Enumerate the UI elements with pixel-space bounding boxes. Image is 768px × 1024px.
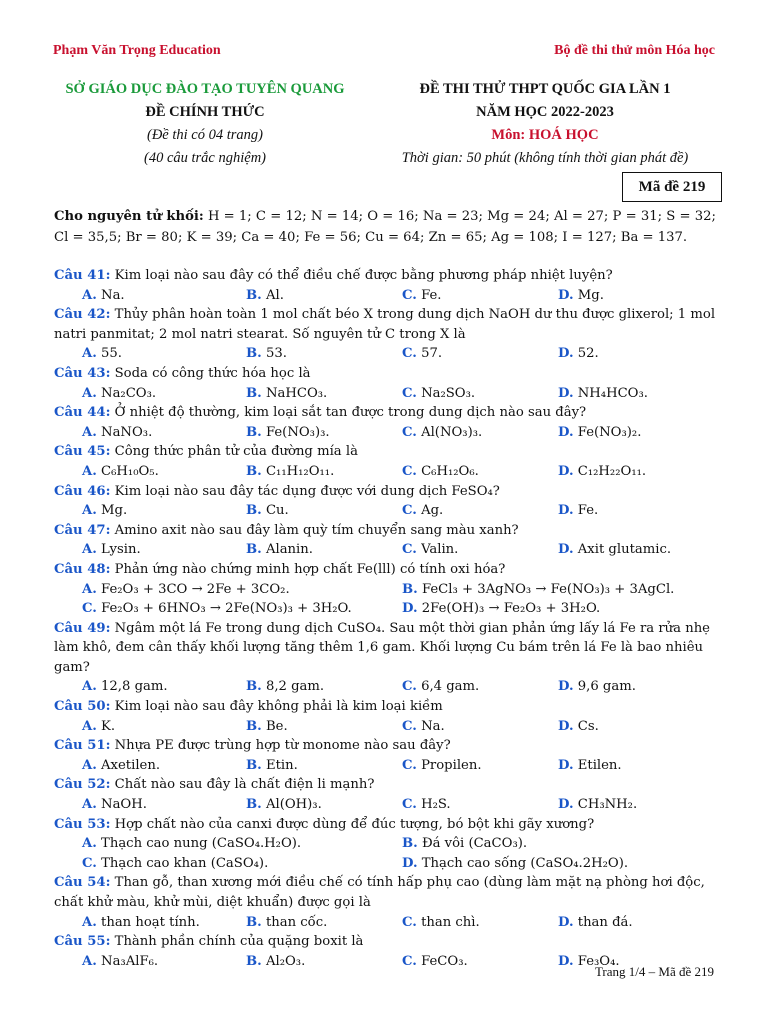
option-letter: A. (82, 463, 97, 479)
option-letter: B. (246, 797, 262, 813)
option-c[interactable] (402, 913, 480, 933)
option-letter: D. (558, 346, 574, 362)
option-text: than chì. (421, 914, 480, 930)
options-row (54, 540, 716, 560)
option-letter: C. (402, 542, 417, 558)
option-letter: A. (82, 581, 97, 597)
option-letter: A. (82, 385, 97, 401)
option-letter: C. (82, 855, 97, 871)
option-text: Propilen. (421, 757, 482, 773)
option-a[interactable] (82, 795, 147, 815)
option-a[interactable] (82, 834, 301, 854)
option-text: 8,2 gam. (265, 679, 325, 695)
option-text: Cs. (577, 718, 599, 734)
question-label: Câu 45: (54, 444, 111, 460)
subject: Môn: HOÁ HỌC (491, 127, 599, 143)
option-text: Fe(NO₃)₃. (265, 424, 330, 440)
option-letter: D. (558, 424, 574, 440)
option-text: Mg. (577, 287, 604, 303)
option-letter: B. (246, 679, 262, 695)
option-text: Mg. (101, 503, 128, 519)
options-row (54, 717, 716, 737)
header-right (380, 78, 710, 170)
option-text: Thạch cao khan (CaSO₄). (101, 855, 269, 871)
option-a[interactable] (82, 952, 158, 972)
option-text: Al. (265, 287, 284, 303)
option-d[interactable] (558, 913, 633, 933)
option-text: K. (101, 718, 116, 734)
options-row (54, 677, 716, 697)
option-text: 9,6 gam. (577, 679, 636, 695)
option-c[interactable] (402, 384, 475, 404)
options-row (54, 462, 716, 482)
option-c[interactable] (402, 501, 443, 521)
option-text: Đá vôi (CaCO₃). (421, 836, 528, 852)
option-letter: D. (558, 797, 574, 813)
option-a[interactable] (82, 580, 290, 600)
question-text: Kim loại nào sau đây tác dụng được với dung dịch FeSO₄? (110, 483, 500, 499)
question-label: Câu 43: (54, 365, 111, 381)
option-b[interactable] (246, 756, 298, 776)
option-c[interactable] (402, 462, 479, 482)
question-label: Câu 55: (54, 934, 111, 950)
brand-right: Bộ đề thi thử môn Hóa học (554, 43, 715, 58)
option-letter: B. (402, 836, 418, 852)
option-b[interactable] (246, 286, 284, 306)
question-text: Ngâm một lá Fe trong dung dịch CuSO₄. Sau một thời gian phản ứng lấy lá Fe ra rửa nhẹ làm khô, đem cân thấy khối lượng tăng thêm 1,6 gam. Khối lượng Cu bám trên lá Fe là bao nhiêu gam? (54, 620, 710, 675)
option-letter: D. (558, 757, 574, 773)
question-text: Kim loại nào sau đây không phải là kim loại kiềm (110, 699, 443, 715)
option-c[interactable] (402, 795, 451, 815)
option-text: C₆H₁₂O₆. (421, 463, 479, 479)
question-41 (54, 266, 716, 305)
option-letter: D. (402, 855, 418, 871)
option-text: NH₄HCO₃. (577, 385, 648, 401)
question-42 (54, 305, 716, 364)
option-text: Na. (101, 287, 125, 303)
option-letter: A. (82, 287, 97, 303)
option-text: FeCO₃. (421, 953, 468, 969)
option-letter: A. (82, 503, 97, 519)
option-c[interactable] (82, 599, 352, 619)
question-stem (54, 873, 716, 912)
option-text: NaNO₃. (101, 424, 153, 440)
question-text: Công thức phân tử của đường mía là (110, 444, 358, 460)
option-a[interactable] (82, 423, 152, 443)
option-text: Fe₂O₃ + 3CO → 2Fe + 3CO₂. (101, 581, 290, 597)
question-51 (54, 736, 716, 775)
option-letter: C. (402, 797, 417, 813)
option-text: 12,8 gam. (101, 679, 168, 695)
option-text: 52. (577, 346, 599, 362)
option-text: Fe₂O₃ + 6HNO₃ → 2Fe(NO₃)₃ + 3H₂O. (101, 601, 352, 617)
question-stem (54, 619, 716, 678)
option-letter: C. (402, 953, 417, 969)
question-label: Câu 42: (54, 307, 111, 323)
question-label: Câu 50: (54, 699, 111, 715)
option-b[interactable] (246, 913, 327, 933)
question-label: Câu 49: (54, 620, 111, 636)
option-text: C₆H₁₀O₅. (101, 463, 159, 479)
option-letter: B. (246, 757, 262, 773)
option-letter: B. (402, 581, 418, 597)
option-text: than cốc. (265, 914, 328, 930)
option-text: Al(NO₃)₃. (421, 424, 483, 440)
options-row (54, 423, 716, 443)
question-stem (54, 697, 716, 717)
option-a[interactable] (82, 540, 141, 560)
option-letter: C. (402, 757, 417, 773)
option-letter: C. (402, 914, 417, 930)
option-letter: A. (82, 718, 97, 734)
option-letter: C. (402, 503, 417, 519)
question-text: Hợp chất nào của canxi được dùng để đúc tượng, bó bột khi gãy xương? (110, 816, 595, 832)
option-d[interactable] (558, 462, 646, 482)
brand-left: Phạm Văn Trọng Education (53, 43, 221, 58)
option-letter: C. (402, 679, 417, 695)
option-letter: B. (246, 385, 262, 401)
option-b[interactable] (246, 952, 305, 972)
option-d[interactable] (558, 286, 604, 306)
question-48 (54, 560, 716, 619)
options-row (54, 599, 716, 619)
option-a[interactable] (82, 717, 115, 737)
atomic-masses (54, 206, 716, 248)
option-letter: B. (246, 953, 262, 969)
option-d[interactable] (558, 795, 637, 815)
option-text: H₂S. (421, 797, 451, 813)
option-letter: D. (558, 718, 574, 734)
option-d[interactable] (558, 540, 671, 560)
option-letter: C. (402, 718, 417, 734)
option-letter: D. (558, 914, 574, 930)
option-text: 6,4 gam. (421, 679, 480, 695)
question-53 (54, 815, 716, 874)
option-a[interactable] (82, 913, 200, 933)
option-text: Ag. (421, 503, 444, 519)
question-list (54, 266, 716, 971)
question-stem (54, 482, 716, 502)
option-a[interactable] (82, 286, 125, 306)
option-letter: B. (246, 463, 262, 479)
option-c[interactable] (82, 854, 268, 874)
option-letter: A. (82, 953, 97, 969)
question-54 (54, 873, 716, 932)
options-row (54, 580, 716, 600)
question-50 (54, 697, 716, 736)
option-letter: A. (82, 836, 97, 852)
question-text: Than gỗ, than xương mới điều chế có tính hấp phụ cao (dùng làm mặt nạ phòng hơi độc, chất khử màu, khử mùi, diệt khuẩn) được gọi là (54, 875, 705, 910)
question-text: Nhựa PE được trùng hợp từ monome nào sau đây? (110, 738, 451, 754)
question-stem (54, 403, 716, 423)
option-text: Etin. (265, 757, 298, 773)
question-52 (54, 775, 716, 814)
question-43 (54, 364, 716, 403)
option-letter: B. (246, 346, 262, 362)
option-letter: A. (82, 914, 97, 930)
option-b[interactable] (246, 540, 313, 560)
option-text: Na₃AlF₆. (101, 953, 159, 969)
option-letter: C. (402, 346, 417, 362)
option-letter: B. (246, 424, 262, 440)
question-stem (54, 442, 716, 462)
question-label: Câu 48: (54, 561, 111, 577)
option-letter: A. (82, 542, 97, 558)
option-b[interactable] (246, 344, 287, 364)
option-d[interactable] (558, 384, 648, 404)
question-45 (54, 442, 716, 481)
question-stem (54, 305, 716, 344)
atomic-masses-label: Cho nguyên tử khối: (54, 209, 204, 224)
question-text: Chất nào sau đây là chất điện li mạnh? (110, 777, 375, 793)
option-c[interactable] (402, 952, 468, 972)
option-b[interactable] (246, 795, 322, 815)
option-text: Be. (265, 718, 288, 734)
option-b[interactable] (402, 834, 527, 854)
question-label: Câu 54: (54, 875, 111, 891)
option-d[interactable] (558, 717, 599, 737)
option-text: Al₂O₃. (265, 953, 306, 969)
question-label: Câu 53: (54, 816, 111, 832)
question-text: Ở nhiệt độ thường, kim loại sắt tan được trong dung dịch nào sau đây? (110, 405, 587, 421)
school-year: NĂM HỌC 2022-2023 (476, 104, 614, 120)
option-text: Fe. (577, 503, 599, 519)
option-b[interactable] (246, 717, 288, 737)
option-text: Axetilen. (101, 757, 161, 773)
option-b[interactable] (246, 423, 330, 443)
option-text: C₁₁H₁₂O₁₁. (265, 463, 335, 479)
option-text: C₁₂H₂₂O₁₁. (577, 463, 647, 479)
option-c[interactable] (402, 540, 458, 560)
option-a[interactable] (82, 501, 127, 521)
option-text: CH₃NH₂. (577, 797, 638, 813)
question-47 (54, 521, 716, 560)
official-label: ĐỀ CHÍNH THỨC (145, 104, 265, 120)
option-text: than đá. (577, 914, 633, 930)
option-d[interactable] (558, 756, 622, 776)
option-text: Thạch cao sống (CaSO₄.2H₂O). (421, 855, 629, 871)
question-stem (54, 815, 716, 835)
question-label: Câu 46: (54, 483, 111, 499)
option-letter: D. (558, 542, 574, 558)
option-text: Etilen. (577, 757, 622, 773)
option-text: NaHCO₃. (265, 385, 328, 401)
option-letter: C. (82, 601, 97, 617)
option-a[interactable] (82, 462, 159, 482)
options-row (54, 756, 716, 776)
option-text: Axit glutamic. (577, 542, 672, 558)
option-c[interactable] (402, 286, 442, 306)
option-text: Fe(NO₃)₂. (577, 424, 642, 440)
option-text: Cu. (265, 503, 289, 519)
option-text: 57. (421, 346, 443, 362)
option-letter: D. (558, 503, 574, 519)
question-text: Thành phần chính của quặng boxit là (110, 934, 364, 950)
option-b[interactable] (246, 677, 324, 697)
option-letter: C. (402, 385, 417, 401)
option-letter: D. (402, 601, 418, 617)
option-d[interactable] (558, 501, 598, 521)
option-letter: B. (246, 718, 262, 734)
option-d[interactable] (558, 677, 636, 697)
header-left (50, 78, 360, 170)
exam-code-box: Mã đề 219 (622, 172, 722, 202)
option-letter: B. (246, 287, 262, 303)
option-text: 53. (265, 346, 287, 362)
question-count-note: (40 câu trắc nghiệm) (143, 150, 266, 166)
option-letter: D. (558, 679, 574, 695)
question-49 (54, 619, 716, 697)
page-count-note: (Đề thi có 04 trang) (147, 127, 263, 143)
option-b[interactable] (246, 384, 327, 404)
option-text: Na. (421, 718, 445, 734)
option-d[interactable] (558, 423, 641, 443)
question-text: Kim loại nào sau đây có thể điều chế được bằng phương pháp nhiệt luyện? (110, 268, 613, 283)
option-text: Fe. (421, 287, 442, 303)
options-row (54, 834, 716, 854)
option-letter: B. (246, 914, 262, 930)
question-label: Câu 41: (54, 268, 111, 283)
option-text: than hoạt tính. (101, 914, 200, 930)
question-text: Soda có công thức hóa học là (110, 365, 311, 381)
option-a[interactable] (82, 384, 156, 404)
question-text: Phản ứng nào chứng minh hợp chất Fe(lll) có tính oxi hóa? (110, 561, 506, 577)
question-44 (54, 403, 716, 442)
options-row (54, 286, 716, 306)
exam-title: ĐỀ THI THỬ THPT QUỐC GIA LẦN 1 (419, 81, 671, 97)
question-stem (54, 560, 716, 580)
option-text: Na₂SO₃. (421, 385, 476, 401)
option-letter: A. (82, 757, 97, 773)
options-row (54, 384, 716, 404)
options-row (54, 501, 716, 521)
question-stem (54, 364, 716, 384)
option-letter: A. (82, 346, 97, 362)
option-letter: B. (246, 503, 262, 519)
option-d[interactable] (402, 599, 600, 619)
option-letter: D. (558, 463, 574, 479)
question-text: Amino axit nào sau đây làm quỳ tím chuyển sang màu xanh? (110, 522, 519, 538)
option-text: Lysin. (101, 542, 141, 558)
option-a[interactable] (82, 344, 122, 364)
option-b[interactable] (246, 501, 289, 521)
option-c[interactable] (402, 677, 479, 697)
option-b[interactable] (402, 580, 674, 600)
question-stem (54, 932, 716, 952)
option-a[interactable] (82, 677, 168, 697)
option-letter: C. (402, 463, 417, 479)
option-letter: C. (402, 287, 417, 303)
options-row (54, 913, 716, 933)
time-note: Thời gian: 50 phút (không tính thời gian phát đề) (401, 150, 689, 166)
option-letter: A. (82, 424, 97, 440)
options-row (54, 854, 716, 874)
option-letter: C. (402, 424, 417, 440)
option-text: Alanin. (265, 542, 313, 558)
question-stem (54, 266, 716, 286)
page-footer: Trang 1/4 – Mã đề 219 (594, 964, 714, 979)
department-name: SỞ GIÁO DỤC ĐÀO TẠO TUYÊN QUANG (65, 81, 345, 97)
question-text: Thủy phân hoàn toàn 1 mol chất béo X trong dung dịch NaOH dư thu được glixerol; 1 mol natri panmitat; 2 mol natri stearat. Số nguyên tử C trong X là (54, 307, 716, 342)
option-letter: D. (558, 287, 574, 303)
option-text: 55. (101, 346, 123, 362)
option-c[interactable] (402, 344, 442, 364)
option-text: Al(OH)₃. (265, 797, 322, 813)
option-text: Fe₃O₄. (577, 953, 620, 969)
option-text: Valin. (421, 542, 459, 558)
option-letter: D. (558, 385, 574, 401)
question-label: Câu 47: (54, 522, 111, 538)
option-letter: D. (558, 953, 574, 969)
question-label: Câu 44: (54, 405, 111, 421)
question-46 (54, 482, 716, 521)
atomic-masses-values: H = 1; C = 12; N = 14; O = 16; Na = 23; Mg = 24; Al = 27; P = 31; S = 32; Cl = 35,5; Br = 80; K = 39; Ca = 40; Fe = 56; Cu = 64; Zn = 65; Ag = 108; I = 127; Ba = 137. (54, 209, 716, 245)
option-letter: A. (82, 797, 97, 813)
option-d[interactable] (558, 344, 599, 364)
option-c[interactable] (402, 423, 482, 443)
options-row (54, 795, 716, 815)
question-stem (54, 736, 716, 756)
option-text: Thạch cao nung (CaSO₄.H₂O). (101, 836, 302, 852)
option-text: 2Fe(OH)₃ → Fe₂O₃ + 3H₂O. (421, 601, 601, 617)
option-text: NaOH. (101, 797, 147, 813)
option-a[interactable] (82, 756, 160, 776)
option-text: Na₂CO₃. (101, 385, 157, 401)
option-text: FeCl₃ + 3AgNO₃ → Fe(NO₃)₃ + 3AgCl. (421, 581, 675, 597)
question-label: Câu 52: (54, 777, 111, 793)
option-c[interactable] (402, 756, 482, 776)
option-c[interactable] (402, 717, 445, 737)
option-letter: A. (82, 679, 97, 695)
question-stem (54, 521, 716, 541)
options-row (54, 344, 716, 364)
option-letter: B. (246, 542, 262, 558)
question-label: Câu 51: (54, 738, 111, 754)
question-stem (54, 775, 716, 795)
option-b[interactable] (246, 462, 334, 482)
option-d[interactable] (402, 854, 628, 874)
